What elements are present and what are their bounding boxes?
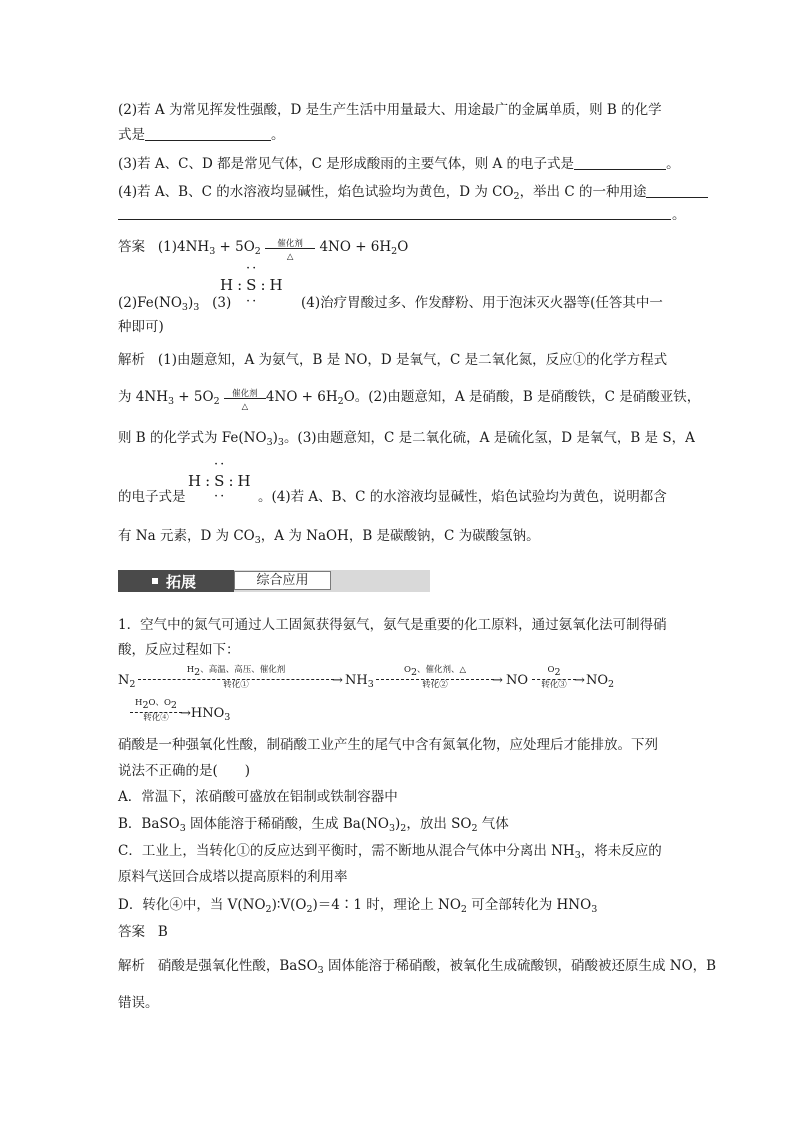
answer-2-part4: (4)治疗胃酸过多、作发酵粉、用于泡沫灭火器等(任答其中一 <box>301 295 663 311</box>
analysis-line4a: 的电子式是 <box>118 489 186 505</box>
flow-step-3: O2 转化③ <box>532 665 576 691</box>
answer-blank <box>145 127 271 141</box>
flow-arrow-head: → <box>332 673 343 688</box>
flow-no: NO <box>506 673 529 688</box>
problem-1-line2: 酸，反应过程如下： <box>118 642 240 658</box>
analysis-line4b: 。(4)若 A、B、C 的水溶液均显碱性，焰色试验均为黄色，说明都含 <box>258 489 667 505</box>
option-d: D．转化④中，当 $V(NO_2)∶V(O_2)=4∶1$ 时，理论上 $NO_2$ 可全部转化为 $HNO_3$ <box>118 897 598 915</box>
flow-hno3: $\to HNO_3$ <box>180 706 231 723</box>
flow-step-1: H2、高温、高压、催化剂 转化① <box>138 665 334 691</box>
electron-formula-h2s: H:S:H <box>220 276 287 294</box>
electron-dots-top: ·· <box>246 261 259 276</box>
option-c-line1: C．工业上，当转化①的反应达到平衡时，需不断地从混合气体中分离出 $NH_3$，将未反应的 <box>118 843 662 861</box>
question-3: (3)若 A、C、D 都是常见气体，C 是形成酸雨的主要气体，则 A 的电子式是 。 <box>118 156 680 172</box>
electron-formula-h2s: H:S:H <box>188 472 255 490</box>
electron-dots-bottom: ·· <box>214 489 227 504</box>
question-4: (4)若 A、B、C 的水溶液均显碱性，焰色试验均为黄色，D 为 $CO_2$，举出 C 的一种用途 <box>118 183 708 206</box>
reaction-condition: 催化剂 △ <box>265 239 315 257</box>
answer-blank <box>574 156 666 170</box>
analysis-line1: 解析 (1)由题意知，A 为氨气，B 是 NO，D 是氧气，C 是二氧化氮，反应①的化学方程式 <box>118 352 668 368</box>
analysis-line2: 为 $4NH_3 + 5O_2$ 催化剂 △ $4NO + 6H_2O$。(2)由题意知，A 是硝酸，B 是硝酸铁，C 是硝酸亚铁， <box>118 388 701 412</box>
option-b: B．BaSO$_3$ 固体能溶于稀硝酸，生成 $Ba(NO_3)_2$，放出 $SO_2$ 气体 <box>118 816 509 834</box>
flow-arrow-head: → <box>492 673 503 688</box>
question-2-line1: (2)若 A 为常见挥发性强酸，D 是生产生活中用量最大、用途最广的金属单质，则 B 的化学 <box>118 102 662 118</box>
analysis-line3: 则 B 的化学式为 $Fe(NO_3)_3$。(3)由题意知，C 是二氧化硫，A 是硫化氢，D 是氧气，B 是 S，A <box>118 430 695 448</box>
section-banner <box>118 570 430 592</box>
question-4-end: 。 <box>672 207 686 223</box>
problem-1-analysis-line2: 错误。 <box>118 995 159 1011</box>
square-icon <box>152 578 158 584</box>
reaction-condition: 催化剂 △ <box>224 389 266 407</box>
flow-nh3: $NH_3$ <box>345 673 374 690</box>
option-a: A．常温下，浓硝酸可盛放在铝制或铁制容器中 <box>118 789 398 805</box>
question-2-line2: 式是 。 <box>118 127 285 143</box>
answer-2-line2: 种即可) <box>118 319 164 335</box>
problem-1-line1: 1．空气中的氮气可通过人工固氮获得氨气，氨气是重要的化工原料，通过氨氧化法可制得硝 <box>118 617 667 633</box>
banner-title-block: 拓展 <box>118 570 234 592</box>
answer-2: $(2)Fe(NO_3)_3$ (3) <box>118 295 232 313</box>
answer-1: 答案 $(1)4NH_3 + 5O_2$ 催化剂 △ $4NO + 6H_2O$ <box>118 238 409 262</box>
flow-no2: $NO_2$ <box>586 673 615 690</box>
banner-subtitle-block: 综合应用 <box>234 570 430 592</box>
answer-blank <box>646 184 708 198</box>
electron-dots-bottom: ·· <box>246 294 259 309</box>
problem-1-line3: 硝酸是一种强氧化性酸，制硝酸工业产生的尾气中含有氮氧化物，应处理后才能排放。下列 <box>118 737 658 753</box>
problem-1-answer: 答案 B <box>118 924 168 940</box>
answer-line <box>118 219 671 220</box>
analysis-line5: 有 Na 元素，D 为 $CO_3$，A 为 NaOH，B 是碳酸钠，C 为碳酸氢钠。 <box>118 528 540 546</box>
problem-1-line4: 说法不正确的是( ) <box>118 763 251 779</box>
flow-n2: $N_2$ <box>118 673 136 690</box>
flow-step-2: O2、催化剂、△ 转化② <box>376 665 494 691</box>
flow-arrow-head: → <box>574 673 585 688</box>
problem-1-analysis-line1: 解析 硝酸是强氧化性酸，BaSO$_3$ 固体能溶于稀硝酸，被氧化生成硫酸钡，硝酸被还原生成 NO，B <box>118 958 717 976</box>
flow-step-4: H2O、O2 转化④ <box>130 698 182 724</box>
option-c-line2: 原料气送回合成塔以提高原料的利用率 <box>118 869 348 885</box>
electron-dots-top: ·· <box>214 457 227 472</box>
